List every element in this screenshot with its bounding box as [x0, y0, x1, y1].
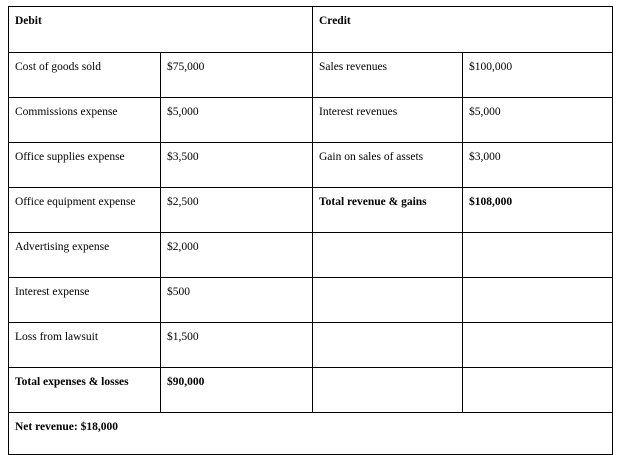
credit-total-label-cell: Total revenue & gains: [313, 188, 463, 233]
debit-amount-cell: $2,500: [161, 188, 313, 233]
credit-label-cell-empty: [313, 278, 463, 323]
debit-label-cell: Cost of goods sold: [9, 53, 161, 98]
debit-label-cell: Advertising expense: [9, 233, 161, 278]
table-header-row: [9, 7, 613, 53]
debit-amount-cell: $1,500: [161, 323, 313, 368]
debit-amount-cell: $500: [161, 278, 313, 323]
credit-amount-cell: $100,000: [463, 53, 613, 98]
debit-total-label-cell: Total expenses & losses: [9, 368, 161, 413]
header-debit: Debit: [9, 7, 313, 53]
credit-label-cell-empty: [313, 368, 463, 413]
debit-amount-cell: $2,000: [161, 233, 313, 278]
table-row-total: [9, 368, 613, 413]
credit-label-cell: Sales revenues: [313, 53, 463, 98]
credit-amount-cell-empty: [463, 278, 613, 323]
header-credit: Credit: [313, 7, 613, 53]
debit-label-cell: Office equipment expense: [9, 188, 161, 233]
credit-label-cell: Gain on sales of assets: [313, 143, 463, 188]
table-body: [9, 7, 613, 455]
credit-amount-cell: $5,000: [463, 98, 613, 143]
debit-label-cell: Office supplies expense: [9, 143, 161, 188]
table-row: [9, 188, 613, 233]
debit-label-cell: Interest expense: [9, 278, 161, 323]
table-row: [9, 98, 613, 143]
debit-label-cell: Loss from lawsuit: [9, 323, 161, 368]
credit-label-cell-empty: [313, 233, 463, 278]
credit-amount-cell: $3,000: [463, 143, 613, 188]
table-row: [9, 323, 613, 368]
income-statement-table: [8, 6, 613, 455]
debit-amount-cell: $3,500: [161, 143, 313, 188]
credit-total-amount-cell: $108,000: [463, 188, 613, 233]
debit-amount-cell: $75,000: [161, 53, 313, 98]
debit-label-cell: Commissions expense: [9, 98, 161, 143]
credit-label-cell-empty: [313, 323, 463, 368]
credit-label-cell: Interest revenues: [313, 98, 463, 143]
table-row: [9, 278, 613, 323]
credit-amount-cell-empty: [463, 368, 613, 413]
table-row: [9, 53, 613, 98]
credit-amount-cell-empty: [463, 233, 613, 278]
net-revenue-cell: Net revenue: $18,000: [9, 413, 613, 455]
table-row: [9, 143, 613, 188]
debit-total-amount-cell: $90,000: [161, 368, 313, 413]
credit-amount-cell-empty: [463, 323, 613, 368]
table-row: [9, 233, 613, 278]
debit-amount-cell: $5,000: [161, 98, 313, 143]
